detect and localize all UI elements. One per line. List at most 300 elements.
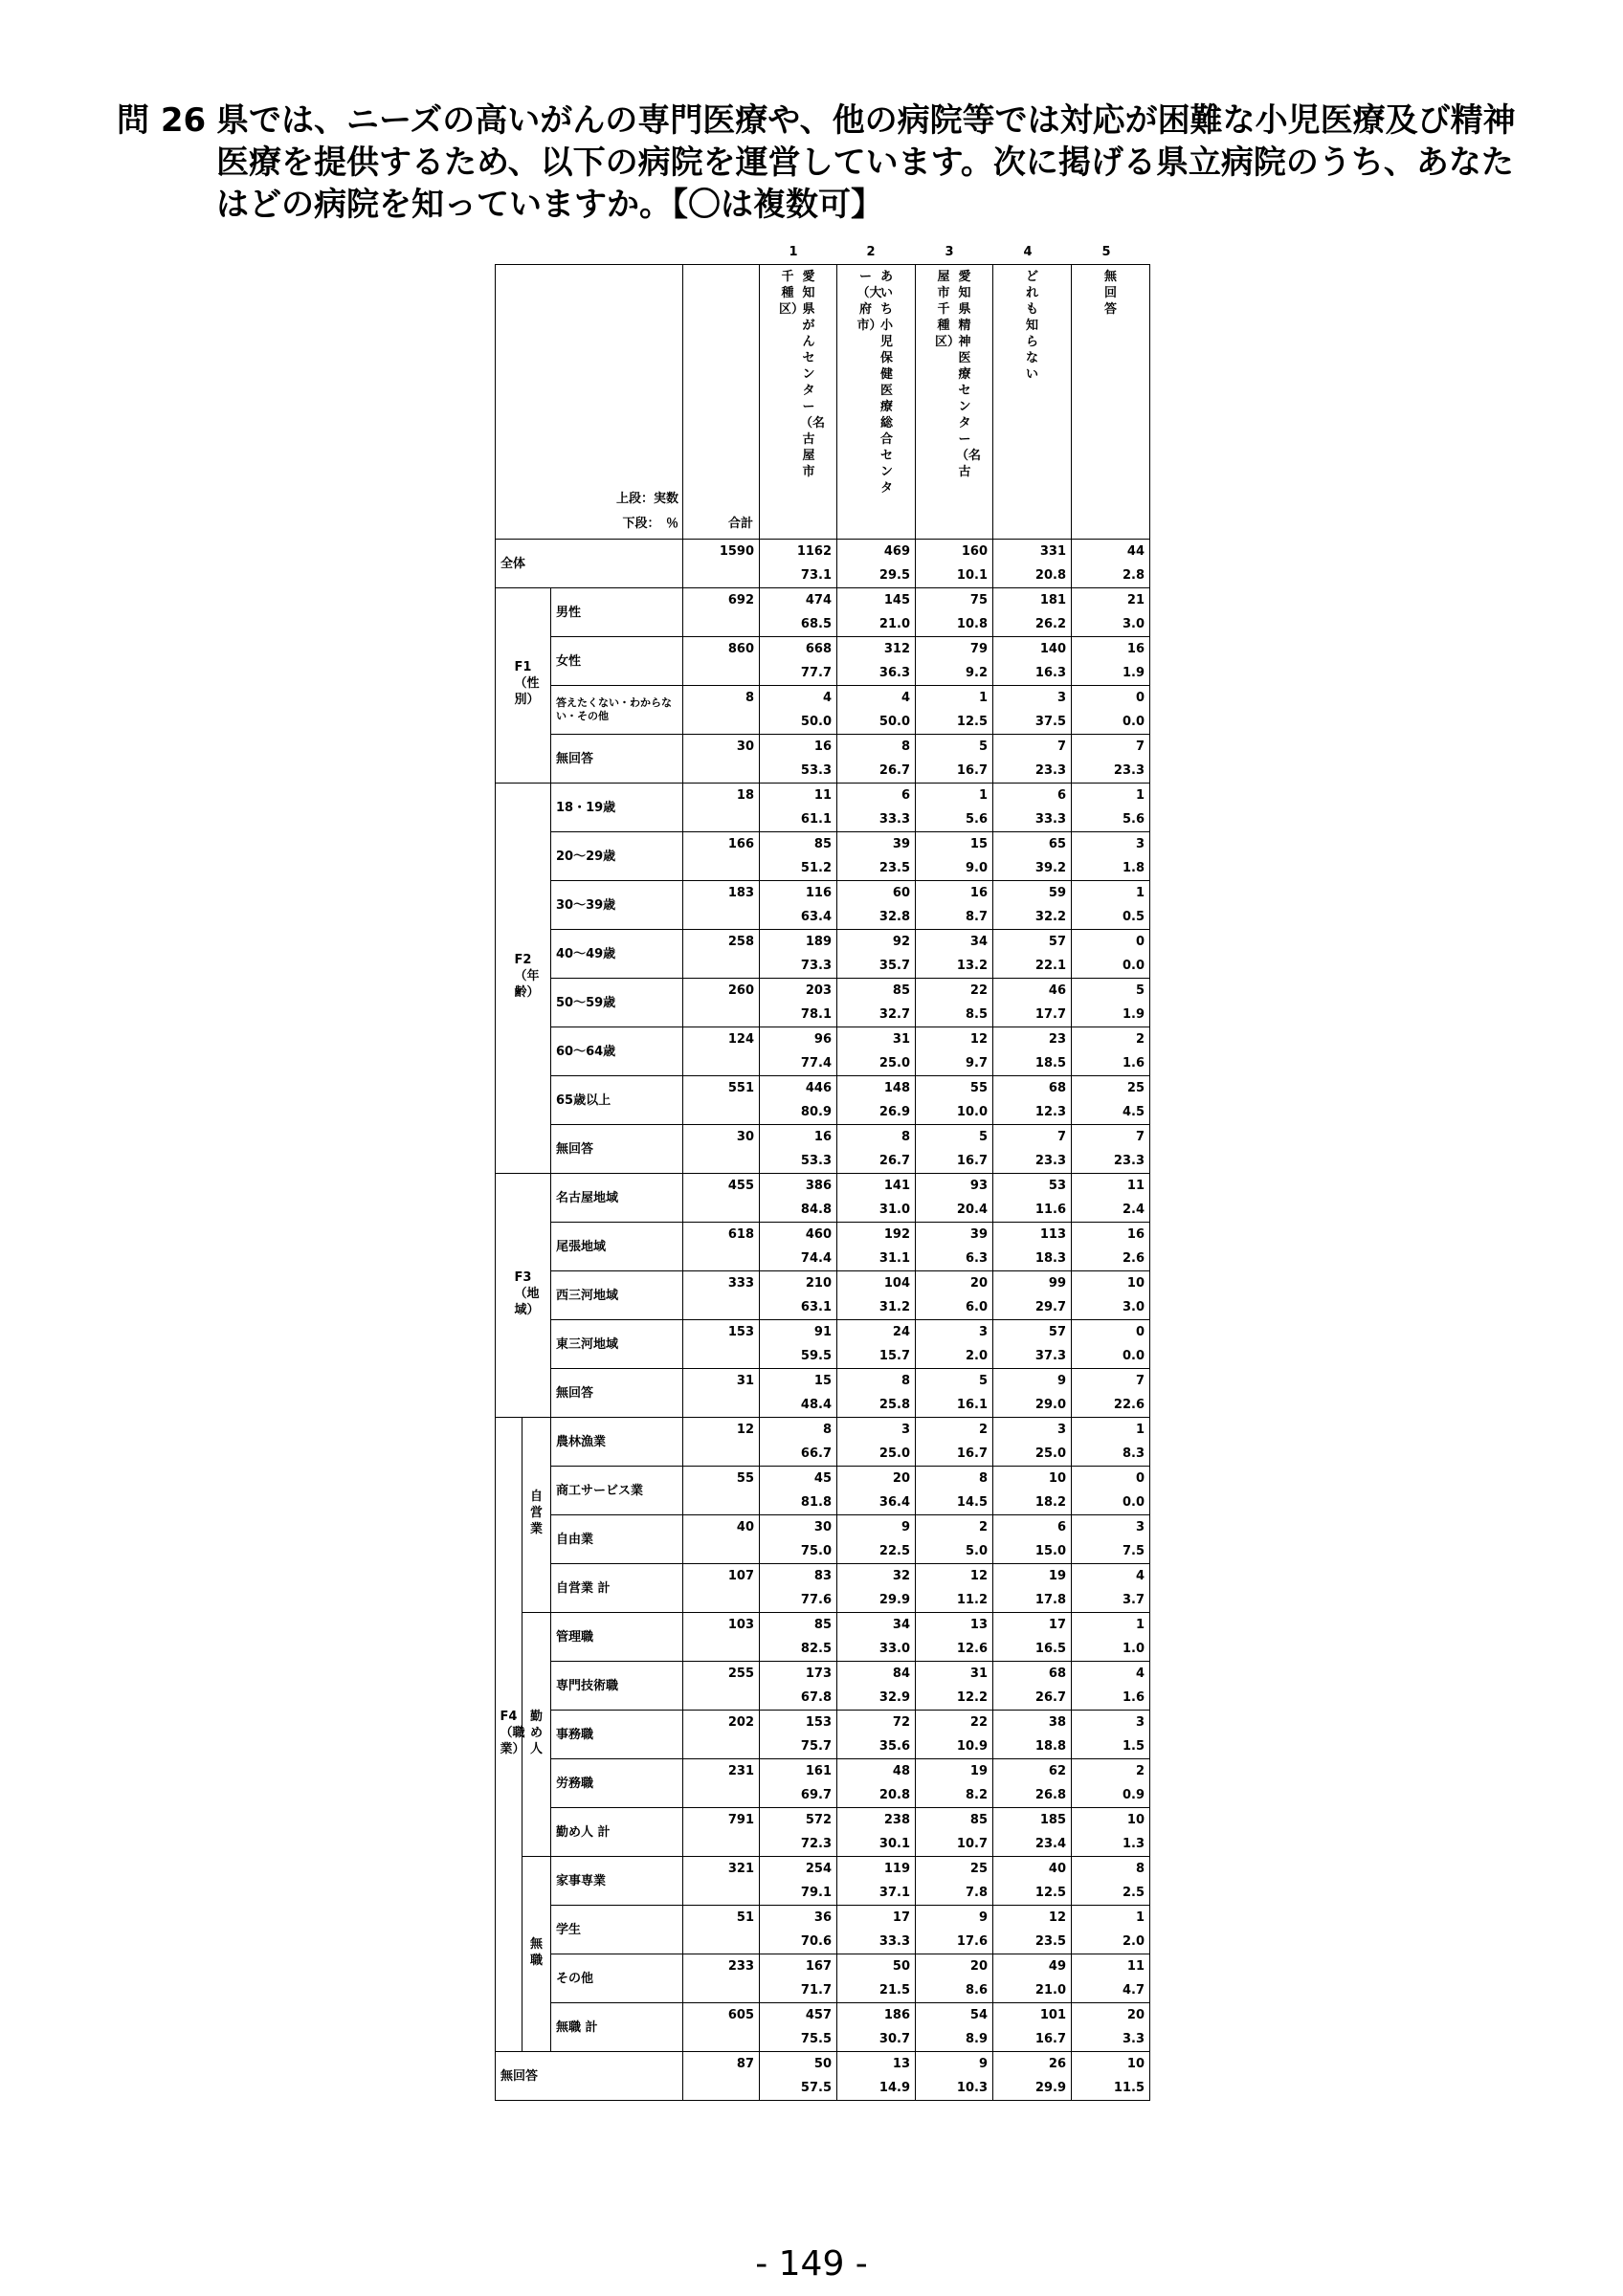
row-label: 管理職 [551,1613,683,1662]
row-total: 255 [683,1662,760,1711]
row-label: 専門技術職 [551,1662,683,1711]
count-cell: 0 [1072,930,1150,955]
pct-cell: 26.9 [837,1100,916,1125]
row-label: 自由業 [551,1515,683,1564]
table-row [496,881,1150,906]
count-cell: 23 [993,1027,1072,1052]
pct-cell: 79.1 [760,1881,837,1906]
pct-cell: 23.5 [837,856,916,881]
count-cell: 39 [916,1223,993,1247]
column-number: 3 [945,245,954,259]
table-row [496,1564,1150,1589]
count-cell: 13 [916,1613,993,1638]
pct-cell: 26.7 [993,1686,1072,1711]
pct-cell: 17.6 [916,1930,993,1954]
pct-cell: 8.2 [916,1783,993,1808]
row-label: 名古屋地域 [551,1174,683,1223]
pct-cell: 25.0 [837,1051,916,1076]
count-cell: 20 [916,1271,993,1296]
count-cell: 0 [1072,686,1150,711]
pct-cell: 0.0 [1072,1344,1150,1369]
count-cell: 9 [916,1906,993,1931]
count-cell: 140 [993,637,1072,662]
count-cell: 3 [993,686,1072,711]
count-cell: 153 [760,1711,837,1735]
pct-cell: 21.0 [993,1978,1072,2003]
count-cell: 160 [916,540,993,564]
row-total: 233 [683,1954,760,2003]
row-total: 103 [683,1613,760,1662]
pct-cell: 82.5 [760,1637,837,1662]
row-total: 231 [683,1759,760,1808]
group-label [496,1418,525,2052]
row-label: 家事専業 [551,1857,683,1906]
count-cell: 0 [1072,1320,1150,1345]
question-text: 県では、ニーズの高いがんの専門医療や、他の病院等では対応が困難な小児医療及び精神医療を提供するため、以下の病院を運営しています。次に掲げる県立病院のうち、あなたはどの病院を知っていますか。【〇は複数可】 [216,101,1516,224]
count-cell: 19 [916,1759,993,1784]
pct-cell: 3.0 [1072,612,1150,637]
count-cell: 8 [916,1467,993,1491]
count-cell: 5 [1072,979,1150,1004]
pct-cell: 66.7 [760,1442,837,1467]
count-cell: 457 [760,2003,837,2028]
table-row [496,1027,1150,1052]
pct-cell: 68.5 [760,612,837,637]
pct-cell: 30.1 [837,1832,916,1857]
group-label-text: F2（年齢） [514,953,540,1000]
row-total: 260 [683,979,760,1027]
count-cell: 16 [760,1125,837,1150]
pct-cell: 32.9 [837,1686,916,1711]
pct-cell: 22.1 [993,954,1072,979]
count-cell: 446 [760,1076,837,1101]
count-cell: 2 [1072,1027,1150,1052]
count-cell: 15 [916,832,993,857]
count-cell: 54 [916,2003,993,2028]
count-cell: 6 [993,1515,1072,1540]
row-total: 30 [683,1125,760,1174]
count-cell: 12 [916,1564,993,1589]
count-cell: 203 [760,979,837,1004]
row-total: 605 [683,2003,760,2052]
count-cell: 19 [993,1564,1072,1589]
pct-cell: 23.3 [993,759,1072,784]
pct-cell: 53.3 [760,1149,837,1174]
pct-cell: 26.8 [993,1783,1072,1808]
count-cell: 474 [760,588,837,613]
count-cell: 93 [916,1174,993,1199]
pct-cell: 70.6 [760,1930,837,1954]
pct-cell: 81.8 [760,1490,837,1515]
pct-cell: 37.3 [993,1344,1072,1369]
pct-cell: 9.2 [916,661,993,686]
pct-cell: 10.1 [916,563,993,588]
row-label: 女性 [551,637,683,686]
row-label: 男性 [551,588,683,637]
count-cell: 85 [916,1808,993,1833]
count-cell: 10 [1072,1271,1150,1296]
pct-cell: 23.4 [993,1832,1072,1857]
count-cell: 83 [760,1564,837,1589]
count-cell: 20 [916,1954,993,1979]
pct-cell: 75.7 [760,1734,837,1759]
pct-cell: 36.4 [837,1490,916,1515]
row-label: 労務職 [551,1759,683,1808]
count-cell: 9 [993,1369,1072,1394]
count-cell: 21 [1072,588,1150,613]
pct-cell: 5.6 [1072,807,1150,832]
pct-cell: 0.9 [1072,1783,1150,1808]
count-cell: 59 [993,881,1072,906]
count-cell: 65 [993,832,1072,857]
count-cell: 26 [993,2052,1072,2077]
count-cell: 10 [993,1467,1072,1491]
pct-cell: 6.0 [916,1295,993,1320]
count-cell: 3 [1072,1515,1150,1540]
pct-cell: 75.5 [760,2027,837,2052]
table-row [496,588,1150,613]
column-header-text: 屋市千種区） [935,270,961,349]
row-total: 551 [683,1076,760,1125]
count-cell: 331 [993,540,1072,564]
pct-cell: 0.0 [1072,954,1150,979]
count-cell: 469 [837,540,916,564]
count-cell: 57 [993,930,1072,955]
count-cell: 119 [837,1857,916,1882]
pct-cell: 33.3 [837,807,916,832]
table-row [496,930,1150,955]
row-label: 無回答 [551,1369,683,1418]
group-label-text: 無職 [529,1936,543,1968]
row-total: 107 [683,1564,760,1613]
row-label: 自営業 計 [551,1564,683,1613]
count-cell: 141 [837,1174,916,1199]
row-label: その他 [551,1954,683,2003]
pct-cell: 4.5 [1072,1100,1150,1125]
count-cell: 460 [760,1223,837,1247]
count-cell: 8 [837,1369,916,1394]
pct-cell: 63.1 [760,1295,837,1320]
table-row [496,2003,1150,2028]
count-cell: 161 [760,1759,837,1784]
count-cell: 7 [993,735,1072,760]
count-cell: 24 [837,1320,916,1345]
row-total: 321 [683,1857,760,1906]
row-label: 40〜49歳 [551,930,683,979]
row-label: 学生 [551,1906,683,1954]
table-row [496,1613,1150,1638]
pct-cell: 50.0 [837,710,916,735]
row-label: 50〜59歳 [551,979,683,1027]
page-number: - 149 - [755,2244,868,2284]
pct-cell: 1.3 [1072,1832,1150,1857]
count-cell: 5 [916,735,993,760]
count-cell: 3 [1072,832,1150,857]
pct-cell: 23.5 [993,1930,1072,1954]
pct-cell: 8.3 [1072,1442,1150,1467]
row-label: 答えたくない・わからない・その他 [551,686,683,735]
pct-cell: 21.0 [837,612,916,637]
group-label-text: 自営業 [529,1490,543,1536]
count-cell: 5 [916,1125,993,1150]
pct-cell: 16.7 [916,1442,993,1467]
count-cell: 1 [1072,1906,1150,1931]
pct-cell: 32.7 [837,1003,916,1027]
pct-cell: 51.2 [760,856,837,881]
count-cell: 75 [916,588,993,613]
count-cell: 7 [1072,1125,1150,1150]
row-total: 87 [683,2052,760,2101]
row-total: 202 [683,1711,760,1759]
table-row [496,1759,1150,1784]
pct-cell: 18.8 [993,1734,1072,1759]
pct-cell: 29.5 [837,563,916,588]
header-col-2 [837,265,916,540]
count-cell: 3 [837,1418,916,1443]
row-total: 455 [683,1174,760,1223]
pct-cell: 37.5 [993,710,1072,735]
pct-cell: 22.6 [1072,1393,1150,1418]
count-cell: 254 [760,1857,837,1882]
count-cell: 8 [1072,1857,1150,1882]
count-cell: 3 [916,1320,993,1345]
count-cell: 7 [1072,735,1150,760]
pct-cell: 9.7 [916,1051,993,1076]
pct-cell: 53.3 [760,759,837,784]
row-total: 1590 [683,540,760,588]
row-total: 12 [683,1418,760,1467]
header-label-top: 上段：実数 [615,492,678,506]
pct-cell: 29.9 [993,2076,1072,2101]
pct-cell: 12.2 [916,1686,993,1711]
count-cell: 48 [837,1759,916,1784]
count-cell: 62 [993,1759,1072,1784]
pct-cell: 10.9 [916,1734,993,1759]
row-label: 尾張地域 [551,1223,683,1271]
count-cell: 210 [760,1271,837,1296]
count-cell: 2 [916,1418,993,1443]
count-cell: 104 [837,1271,916,1296]
group-label [496,588,551,784]
header-label-bottom: 下段： ％ [622,517,678,531]
count-cell: 1 [1072,1613,1150,1638]
pct-cell: 33.0 [837,1637,916,1662]
pct-cell: 25.8 [837,1393,916,1418]
header-col-3 [916,265,993,540]
count-cell: 57 [993,1320,1072,1345]
pct-cell: 7.8 [916,1881,993,1906]
table-row [496,1857,1150,1882]
pct-cell: 12.5 [993,1881,1072,1906]
row-total: 124 [683,1027,760,1076]
pct-cell: 8.6 [916,1978,993,2003]
row-total: 618 [683,1223,760,1271]
pct-cell: 2.6 [1072,1247,1150,1271]
pct-cell: 0.0 [1072,710,1150,735]
pct-cell: 77.7 [760,661,837,686]
row-label: 無回答 [496,2052,683,2101]
pct-cell: 73.3 [760,954,837,979]
count-cell: 55 [916,1076,993,1101]
count-cell: 181 [993,588,1072,613]
count-cell: 238 [837,1808,916,1833]
pct-cell: 18.2 [993,1490,1072,1515]
count-cell: 1 [1072,1418,1150,1443]
column-number: 1 [789,245,798,259]
column-header-text: どれも知らない [1025,270,1038,382]
count-cell: 11 [1072,1954,1150,1979]
subgroup-label [522,1613,551,1857]
table-row [496,1076,1150,1101]
pct-cell: 17.7 [993,1003,1072,1027]
pct-cell: 59.5 [760,1344,837,1369]
pct-cell: 11.6 [993,1198,1072,1223]
count-cell: 186 [837,2003,916,2028]
count-cell: 85 [837,979,916,1004]
group-label [496,1174,551,1418]
pct-cell: 12.6 [916,1637,993,1662]
count-cell: 7 [993,1125,1072,1150]
column-number: 2 [866,245,876,259]
pct-cell: 7.5 [1072,1539,1150,1564]
count-cell: 10 [1072,2052,1150,2077]
count-cell: 22 [916,1711,993,1735]
pct-cell: 29.0 [993,1393,1072,1418]
table-row [496,1223,1150,1247]
pct-cell: 23.3 [993,1149,1072,1174]
pct-cell: 50.0 [760,710,837,735]
count-cell: 17 [993,1613,1072,1638]
pct-cell: 2.8 [1072,563,1150,588]
count-cell: 40 [993,1857,1072,1882]
count-cell: 84 [837,1662,916,1687]
pct-cell: 11.5 [1072,2076,1150,2101]
pct-cell: 84.8 [760,1198,837,1223]
count-cell: 50 [837,1954,916,1979]
row-label: 東三河地域 [551,1320,683,1369]
group-label [496,784,551,1174]
pct-cell: 75.0 [760,1539,837,1564]
pct-cell: 1.5 [1072,1734,1150,1759]
count-cell: 101 [993,2003,1072,2028]
count-cell: 2 [1072,1759,1150,1784]
table-row [496,1125,1150,1150]
pct-cell: 13.2 [916,954,993,979]
pct-cell: 30.7 [837,2027,916,2052]
pct-cell: 2.0 [916,1344,993,1369]
count-cell: 31 [837,1027,916,1052]
pct-cell: 20.8 [993,563,1072,588]
pct-cell: 36.3 [837,661,916,686]
row-total: 692 [683,588,760,637]
count-cell: 312 [837,637,916,662]
table-row [496,1515,1150,1540]
row-label: 無回答 [551,1125,683,1174]
pct-cell: 33.3 [993,807,1072,832]
pct-cell: 9.0 [916,856,993,881]
count-cell: 3 [1072,1711,1150,1735]
pct-cell: 3.3 [1072,2027,1150,2052]
pct-cell: 16.7 [916,759,993,784]
row-total: 30 [683,735,760,784]
count-cell: 38 [993,1711,1072,1735]
count-cell: 6 [837,784,916,808]
pct-cell: 25.0 [993,1442,1072,1467]
row-label: 20〜29歳 [551,832,683,881]
pct-cell: 71.7 [760,1978,837,2003]
pct-cell: 17.8 [993,1588,1072,1613]
row-total: 31 [683,1369,760,1418]
row-total: 18 [683,784,760,832]
pct-cell: 1.8 [1072,856,1150,881]
pct-cell: 15.7 [837,1344,916,1369]
count-cell: 16 [760,735,837,760]
pct-cell: 0.5 [1072,905,1150,930]
pct-cell: 33.3 [837,1930,916,1954]
count-cell: 5 [916,1369,993,1394]
pct-cell: 10.7 [916,1832,993,1857]
count-cell: 1 [916,784,993,808]
header-total: 合計 [683,265,760,540]
subgroup-label [522,1418,551,1613]
question-number: 問 26 [117,101,207,140]
pct-cell: 26.7 [837,1149,916,1174]
count-cell: 15 [760,1369,837,1394]
header-col-1 [760,265,837,540]
count-cell: 145 [837,588,916,613]
row-label: 無職 計 [551,2003,683,2052]
count-cell: 36 [760,1906,837,1931]
pct-cell: 10.3 [916,2076,993,2101]
row-total: 258 [683,930,760,979]
table-row [496,784,1150,808]
pct-cell: 8.5 [916,1003,993,1027]
column-numbers [0,245,1623,264]
table-row [496,2052,1150,2077]
count-cell: 173 [760,1662,837,1687]
pct-cell: 31.0 [837,1198,916,1223]
count-cell: 572 [760,1808,837,1833]
count-cell: 85 [760,832,837,857]
count-cell: 45 [760,1467,837,1491]
count-cell: 25 [916,1857,993,1882]
pct-cell: 31.1 [837,1247,916,1271]
row-total: 153 [683,1320,760,1369]
header-col-4 [993,265,1072,540]
pct-cell: 39.2 [993,856,1072,881]
pct-cell: 8.9 [916,2027,993,2052]
count-cell: 99 [993,1271,1072,1296]
column-header-text: 愛知県精神医療センター（名古 [956,270,982,479]
table-row [496,979,1150,1004]
count-cell: 10 [1072,1808,1150,1833]
count-cell: 49 [993,1954,1072,1979]
count-cell: 50 [760,2052,837,2077]
count-cell: 79 [916,637,993,662]
row-total: 8 [683,686,760,735]
pct-cell: 77.6 [760,1588,837,1613]
total-label: 全体 [496,540,683,588]
row-total: 333 [683,1271,760,1320]
count-cell: 192 [837,1223,916,1247]
count-cell: 68 [993,1076,1072,1101]
pct-cell: 23.3 [1072,759,1150,784]
row-label: 西三河地域 [551,1271,683,1320]
count-cell: 4 [837,686,916,711]
pct-cell: 26.7 [837,759,916,784]
count-cell: 6 [993,784,1072,808]
row-total: 860 [683,637,760,686]
